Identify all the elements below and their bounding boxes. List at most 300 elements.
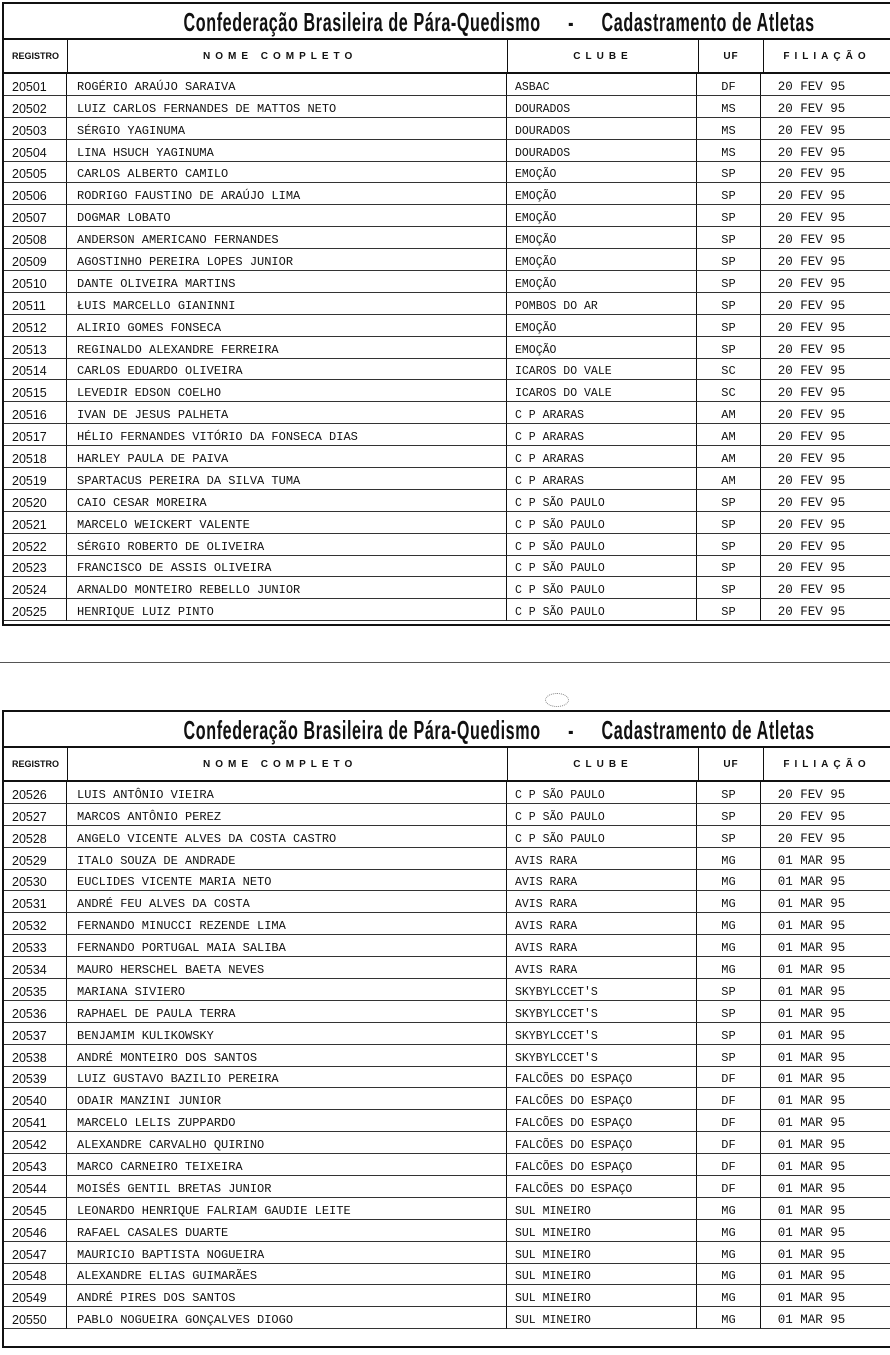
filiacao-cell: 20 FEV 95: [761, 804, 890, 826]
table-row: [4, 490, 890, 512]
filiacao-cell: 20 FEV 95: [761, 359, 890, 381]
registro-cell: 20537: [4, 1023, 67, 1045]
table-header: [4, 38, 890, 74]
uf-cell: DF: [697, 1110, 761, 1132]
nome-cell: LINA HSUCH YAGINUMA: [67, 140, 507, 162]
filiacao-cell: 20 FEV 95: [761, 118, 890, 140]
nome-cell: ALEXANDRE ELIAS GUIMARÃES: [67, 1264, 507, 1286]
table-row: [4, 205, 890, 227]
uf-cell: DF: [697, 1067, 761, 1089]
nome-cell: PABLO NOGUEIRA GONÇALVES DIOGO: [67, 1307, 507, 1329]
table-row: [4, 446, 890, 468]
registro-cell: 20513: [4, 337, 67, 359]
nome-cell: LUIS ANTÔNIO VIEIRA: [67, 782, 507, 804]
clube-cell: SUL MINEIRO: [507, 1307, 697, 1329]
registro-cell: 20526: [4, 782, 67, 804]
table-row: [4, 337, 890, 359]
filiacao-cell: 20 FEV 95: [761, 140, 890, 162]
filiacao-cell: 01 MAR 95: [761, 1067, 890, 1089]
header-nome: NOME COMPLETO: [68, 748, 508, 780]
nome-cell: ALEXANDRE CARVALHO QUIRINO: [67, 1132, 507, 1154]
sheet-title: [172, 4, 815, 38]
filiacao-cell: 01 MAR 95: [761, 913, 890, 935]
registro-cell: 20505: [4, 162, 67, 184]
nome-cell: LUIZ GUSTAVO BAZILIO PEREIRA: [67, 1067, 507, 1089]
nome-cell: MARCOS ANTÔNIO PEREZ: [67, 804, 507, 826]
filiacao-cell: 20 FEV 95: [761, 162, 890, 184]
filiacao-cell: 01 MAR 95: [761, 848, 890, 870]
clube-cell: C P ARARAS: [507, 424, 697, 446]
table-row: [4, 227, 890, 249]
nome-cell: SPARTACUS PEREIRA DA SILVA TUMA: [67, 468, 507, 490]
uf-cell: MG: [697, 1264, 761, 1286]
nome-cell: AGOSTINHO PEREIRA LOPES JUNIOR: [67, 249, 507, 271]
clube-cell: FALCÕES DO ESPAÇO: [507, 1154, 697, 1176]
clube-cell: FALCÕES DO ESPAÇO: [507, 1067, 697, 1089]
header-filiacao: FILIAÇÃO: [783, 758, 871, 770]
table-row: [4, 162, 890, 184]
clube-cell: SKYBYLCCET'S: [507, 1001, 697, 1023]
clube-cell: AVIS RARA: [507, 913, 697, 935]
filiacao-cell: 20 FEV 95: [761, 249, 890, 271]
uf-cell: SP: [697, 512, 761, 534]
filiacao-cell: 20 FEV 95: [761, 599, 890, 621]
uf-cell: SP: [697, 556, 761, 578]
registro-cell: 20520: [4, 490, 67, 512]
filiacao-cell: 20 FEV 95: [761, 293, 890, 315]
table-row: [4, 249, 890, 271]
table-row: [4, 891, 890, 913]
table-row: [4, 1285, 890, 1307]
registro-cell: 20535: [4, 979, 67, 1001]
registro-cell: 20506: [4, 183, 67, 205]
header-uf: UF: [699, 40, 764, 72]
filiacao-cell: 01 MAR 95: [761, 1198, 890, 1220]
registro-cell: 20548: [4, 1264, 67, 1286]
clube-cell: FALCÕES DO ESPAÇO: [507, 1088, 697, 1110]
filiacao-cell: 20 FEV 95: [761, 424, 890, 446]
registro-cell: 20523: [4, 556, 67, 578]
table-header: [4, 746, 890, 782]
clube-cell: POMBOS DO AR: [507, 293, 697, 315]
uf-cell: SP: [697, 490, 761, 512]
paper-blemish: [545, 693, 569, 707]
clube-cell: ASBAC: [507, 74, 697, 96]
nome-cell: CARLOS EDUARDO OLIVEIRA: [67, 359, 507, 381]
filiacao-cell: 01 MAR 95: [761, 957, 890, 979]
table-row: [4, 979, 890, 1001]
clube-cell: DOURADOS: [507, 140, 697, 162]
clube-cell: EMOÇÃO: [507, 162, 697, 184]
clube-cell: SUL MINEIRO: [507, 1285, 697, 1307]
filiacao-cell: 01 MAR 95: [761, 1045, 890, 1067]
nome-cell: LUIZ CARLOS FERNANDES DE MATTOS NETO: [67, 96, 507, 118]
clube-cell: EMOÇÃO: [507, 271, 697, 293]
uf-cell: MG: [697, 870, 761, 892]
header-clube: CLUBE: [508, 40, 699, 72]
registro-cell: 20510: [4, 271, 67, 293]
filiacao-cell: 20 FEV 95: [761, 468, 890, 490]
clube-cell: DOURADOS: [507, 96, 697, 118]
uf-cell: SP: [697, 1023, 761, 1045]
filiacao-cell: 20 FEV 95: [761, 446, 890, 468]
uf-cell: MG: [697, 1220, 761, 1242]
uf-cell: DF: [697, 1132, 761, 1154]
header-clube: CLUBE: [508, 748, 699, 780]
table-row: [4, 1198, 890, 1220]
table-row: [4, 402, 890, 424]
uf-cell: MS: [697, 118, 761, 140]
registro-cell: 20533: [4, 935, 67, 957]
clube-cell: C P ARARAS: [507, 446, 697, 468]
header-registro: REGISTRO: [4, 748, 68, 780]
uf-cell: DF: [697, 1176, 761, 1198]
table-row: [4, 534, 890, 556]
table-row: [4, 118, 890, 140]
uf-cell: SP: [697, 979, 761, 1001]
registro-cell: 20512: [4, 315, 67, 337]
filiacao-cell: 01 MAR 95: [761, 935, 890, 957]
clube-cell: AVIS RARA: [507, 848, 697, 870]
nome-cell: ALIRIO GOMES FONSECA: [67, 315, 507, 337]
nome-cell: ANDERSON AMERICANO FERNANDES: [67, 227, 507, 249]
clube-cell: AVIS RARA: [507, 870, 697, 892]
uf-cell: SP: [697, 205, 761, 227]
clube-cell: SUL MINEIRO: [507, 1242, 697, 1264]
registro-cell: 20521: [4, 512, 67, 534]
registro-cell: 20519: [4, 468, 67, 490]
uf-cell: SP: [697, 1001, 761, 1023]
filiacao-cell: 01 MAR 95: [761, 1176, 890, 1198]
title-subject: Cadastramento de Atletas: [601, 7, 815, 37]
clube-cell: FALCÕES DO ESPAÇO: [507, 1132, 697, 1154]
uf-cell: SP: [697, 534, 761, 556]
clube-cell: ICAROS DO VALE: [507, 359, 697, 381]
clube-cell: FALCÕES DO ESPAÇO: [507, 1110, 697, 1132]
nome-cell: MARIANA SIVIERO: [67, 979, 507, 1001]
uf-cell: AM: [697, 468, 761, 490]
nome-cell: ANDRÉ FEU ALVES DA COSTA: [67, 891, 507, 913]
table-row: [4, 848, 890, 870]
clube-cell: EMOÇÃO: [507, 183, 697, 205]
nome-cell: FERNANDO PORTUGAL MAIA SALIBA: [67, 935, 507, 957]
registro-cell: 20518: [4, 446, 67, 468]
table-row: [4, 468, 890, 490]
table-row: [4, 140, 890, 162]
registro-cell: 20544: [4, 1176, 67, 1198]
table-row: [4, 1023, 890, 1045]
registro-cell: 20532: [4, 913, 67, 935]
nome-cell: REGINALDO ALEXANDRE FERREIRA: [67, 337, 507, 359]
registro-cell: 20524: [4, 577, 67, 599]
filiacao-cell: 01 MAR 95: [761, 1154, 890, 1176]
clube-cell: SUL MINEIRO: [507, 1198, 697, 1220]
uf-cell: MG: [697, 913, 761, 935]
nome-cell: LEVEDIR EDSON COELHO: [67, 380, 507, 402]
nome-cell: MARCELO LELIS ZUPPARDO: [67, 1110, 507, 1132]
filiacao-cell: 20 FEV 95: [761, 205, 890, 227]
table-row: [4, 935, 890, 957]
filiacao-cell: 20 FEV 95: [761, 490, 890, 512]
uf-cell: SP: [697, 271, 761, 293]
registro-cell: 20509: [4, 249, 67, 271]
table-row: [4, 1132, 890, 1154]
table-row: [4, 183, 890, 205]
filiacao-cell: 20 FEV 95: [761, 183, 890, 205]
filiacao-cell: 20 FEV 95: [761, 227, 890, 249]
clube-cell: C P SÃO PAULO: [507, 556, 697, 578]
filiacao-cell: 20 FEV 95: [761, 380, 890, 402]
registro-cell: 20547: [4, 1242, 67, 1264]
registro-cell: 20522: [4, 534, 67, 556]
clube-cell: AVIS RARA: [507, 935, 697, 957]
registro-cell: 20534: [4, 957, 67, 979]
registro-cell: 20528: [4, 826, 67, 848]
nome-cell: HENRIQUE LUIZ PINTO: [67, 599, 507, 621]
table-row: [4, 96, 890, 118]
filiacao-cell: 01 MAR 95: [761, 1001, 890, 1023]
table-row: [4, 957, 890, 979]
uf-cell: SP: [697, 293, 761, 315]
registro-cell: 20536: [4, 1001, 67, 1023]
nome-cell: ODAIR MANZINI JUNIOR: [67, 1088, 507, 1110]
filiacao-cell: 20 FEV 95: [761, 534, 890, 556]
nome-cell: SÉRGIO YAGINUMA: [67, 118, 507, 140]
table-row: [4, 1220, 890, 1242]
table-row: [4, 556, 890, 578]
nome-cell: EUCLIDES VICENTE MARIA NETO: [67, 870, 507, 892]
uf-cell: MS: [697, 140, 761, 162]
filiacao-cell: 20 FEV 95: [761, 826, 890, 848]
filiacao-cell: 20 FEV 95: [761, 402, 890, 424]
registro-cell: 20525: [4, 599, 67, 621]
athlete-rows: [4, 782, 890, 1329]
uf-cell: SC: [697, 359, 761, 381]
nome-cell: CARLOS ALBERTO CAMILO: [67, 162, 507, 184]
filiacao-cell: 01 MAR 95: [761, 870, 890, 892]
filiacao-cell: 20 FEV 95: [761, 337, 890, 359]
filiacao-cell: 01 MAR 95: [761, 1307, 890, 1329]
filiacao-cell: 01 MAR 95: [761, 1132, 890, 1154]
clube-cell: C P ARARAS: [507, 402, 697, 424]
table-row: [4, 599, 890, 621]
nome-cell: LEONARDO HENRIQUE FALRIAM GAUDIE LEITE: [67, 1198, 507, 1220]
nome-cell: HARLEY PAULA DE PAIVA: [67, 446, 507, 468]
filiacao-cell: 20 FEV 95: [761, 556, 890, 578]
nome-cell: MAURICIO BAPTISTA NOGUEIRA: [67, 1242, 507, 1264]
table-row: [4, 271, 890, 293]
table-row: [4, 512, 890, 534]
header-registro: REGISTRO: [4, 40, 68, 72]
registro-cell: 20539: [4, 1067, 67, 1089]
nome-cell: ANDRÉ PIRES DOS SANTOS: [67, 1285, 507, 1307]
filiacao-cell: 01 MAR 95: [761, 1110, 890, 1132]
header-filiacao: FILIAÇÃO: [783, 50, 871, 62]
clube-cell: DOURADOS: [507, 118, 697, 140]
filiacao-cell: 01 MAR 95: [761, 1242, 890, 1264]
filiacao-cell: 01 MAR 95: [761, 1088, 890, 1110]
table-row: [4, 1110, 890, 1132]
uf-cell: AM: [697, 446, 761, 468]
clube-cell: SKYBYLCCET'S: [507, 1023, 697, 1045]
registro-cell: 20511: [4, 293, 67, 315]
uf-cell: MG: [697, 848, 761, 870]
registration-sheet-1: [2, 2, 890, 626]
uf-cell: MG: [697, 1198, 761, 1220]
uf-cell: SP: [697, 826, 761, 848]
athlete-rows: [4, 74, 890, 621]
clube-cell: EMOÇÃO: [507, 227, 697, 249]
uf-cell: MG: [697, 957, 761, 979]
uf-cell: MG: [697, 1242, 761, 1264]
registro-cell: 20504: [4, 140, 67, 162]
registro-cell: 20514: [4, 359, 67, 381]
nome-cell: ŁUIS MARCELLO GIANINNI: [67, 293, 507, 315]
filiacao-cell: 01 MAR 95: [761, 1285, 890, 1307]
nome-cell: MARCELO WEICKERT VALENTE: [67, 512, 507, 534]
clube-cell: SKYBYLCCET'S: [507, 1045, 697, 1067]
filiacao-cell: 01 MAR 95: [761, 979, 890, 1001]
filiacao-cell: 20 FEV 95: [761, 577, 890, 599]
table-row: [4, 870, 890, 892]
title-organization: Confederação Brasileira de Pára-Quedismo: [183, 715, 541, 745]
nome-cell: FRANCISCO DE ASSIS OLIVEIRA: [67, 556, 507, 578]
filiacao-cell: 01 MAR 95: [761, 891, 890, 913]
uf-cell: SP: [697, 249, 761, 271]
uf-cell: SP: [697, 804, 761, 826]
nome-cell: RODRIGO FAUSTINO DE ARAÚJO LIMA: [67, 183, 507, 205]
uf-cell: DF: [697, 1088, 761, 1110]
uf-cell: MG: [697, 1307, 761, 1329]
table-row: [4, 1067, 890, 1089]
nome-cell: MAURO HERSCHEL BAETA NEVES: [67, 957, 507, 979]
nome-cell: BENJAMIM KULIKOWSKY: [67, 1023, 507, 1045]
uf-cell: MG: [697, 935, 761, 957]
nome-cell: DANTE OLIVEIRA MARTINS: [67, 271, 507, 293]
nome-cell: SÉRGIO ROBERTO DE OLIVEIRA: [67, 534, 507, 556]
table-row: [4, 577, 890, 599]
nome-cell: ROGÉRIO ARAÚJO SARAIVA: [67, 74, 507, 96]
registro-cell: 20503: [4, 118, 67, 140]
filiacao-cell: 01 MAR 95: [761, 1023, 890, 1045]
clube-cell: C P SÃO PAULO: [507, 512, 697, 534]
title-separator: -: [568, 7, 575, 37]
registro-cell: 20516: [4, 402, 67, 424]
nome-cell: ITALO SOUZA DE ANDRADE: [67, 848, 507, 870]
filiacao-cell: 20 FEV 95: [761, 96, 890, 118]
clube-cell: SUL MINEIRO: [507, 1264, 697, 1286]
clube-cell: EMOÇÃO: [507, 249, 697, 271]
uf-cell: DF: [697, 74, 761, 96]
nome-cell: FERNANDO MINUCCI REZENDE LIMA: [67, 913, 507, 935]
table-row: [4, 1154, 890, 1176]
table-row: [4, 315, 890, 337]
nome-cell: RAPHAEL DE PAULA TERRA: [67, 1001, 507, 1023]
title-organization: Confederação Brasileira de Pára-Quedismo: [183, 7, 541, 37]
nome-cell: RAFAEL CASALES DUARTE: [67, 1220, 507, 1242]
table-row: [4, 782, 890, 804]
table-row: [4, 293, 890, 315]
table-row: [4, 1001, 890, 1023]
uf-cell: SP: [697, 227, 761, 249]
uf-cell: SP: [697, 315, 761, 337]
registro-cell: 20545: [4, 1198, 67, 1220]
clube-cell: SUL MINEIRO: [507, 1220, 697, 1242]
uf-cell: SP: [697, 337, 761, 359]
registro-cell: 20508: [4, 227, 67, 249]
clube-cell: C P SÃO PAULO: [507, 490, 697, 512]
nome-cell: DOGMAR LOBATO: [67, 205, 507, 227]
uf-cell: MG: [697, 891, 761, 913]
nome-cell: IVAN DE JESUS PALHETA: [67, 402, 507, 424]
registro-cell: 20502: [4, 96, 67, 118]
table-row: [4, 74, 890, 96]
page-divider: [0, 662, 890, 663]
clube-cell: EMOÇÃO: [507, 315, 697, 337]
uf-cell: MS: [697, 96, 761, 118]
table-row: [4, 359, 890, 381]
nome-cell: HÉLIO FERNANDES VITÓRIO DA FONSECA DIAS: [67, 424, 507, 446]
registro-cell: 20538: [4, 1045, 67, 1067]
title-separator: -: [568, 715, 575, 745]
clube-cell: EMOÇÃO: [507, 337, 697, 359]
registro-cell: 20527: [4, 804, 67, 826]
table-row: [4, 804, 890, 826]
table-row: [4, 1307, 890, 1329]
header-nome: NOME COMPLETO: [68, 40, 508, 72]
registro-cell: 20543: [4, 1154, 67, 1176]
uf-cell: SP: [697, 577, 761, 599]
registro-cell: 20530: [4, 870, 67, 892]
uf-cell: DF: [697, 1154, 761, 1176]
table-row: [4, 1088, 890, 1110]
clube-cell: AVIS RARA: [507, 957, 697, 979]
uf-cell: SP: [697, 1045, 761, 1067]
registro-cell: 20515: [4, 380, 67, 402]
nome-cell: MARCO CARNEIRO TEIXEIRA: [67, 1154, 507, 1176]
uf-cell: AM: [697, 402, 761, 424]
uf-cell: AM: [697, 424, 761, 446]
nome-cell: CAIO CESAR MOREIRA: [67, 490, 507, 512]
registro-cell: 20542: [4, 1132, 67, 1154]
registro-cell: 20549: [4, 1285, 67, 1307]
uf-cell: SP: [697, 599, 761, 621]
clube-cell: C P SÃO PAULO: [507, 826, 697, 848]
clube-cell: C P SÃO PAULO: [507, 782, 697, 804]
table-row: [4, 424, 890, 446]
header-uf: UF: [699, 748, 764, 780]
registro-cell: 20517: [4, 424, 67, 446]
table-row: [4, 1176, 890, 1198]
clube-cell: C P SÃO PAULO: [507, 804, 697, 826]
filiacao-cell: 01 MAR 95: [761, 1264, 890, 1286]
nome-cell: ARNALDO MONTEIRO REBELLO JUNIOR: [67, 577, 507, 599]
registro-cell: 20501: [4, 74, 67, 96]
table-row: [4, 1264, 890, 1286]
registro-cell: 20529: [4, 848, 67, 870]
table-row: [4, 913, 890, 935]
uf-cell: MG: [697, 1285, 761, 1307]
registro-cell: 20550: [4, 1307, 67, 1329]
filiacao-cell: 20 FEV 95: [761, 271, 890, 293]
clube-cell: C P SÃO PAULO: [507, 534, 697, 556]
clube-cell: ICAROS DO VALE: [507, 380, 697, 402]
clube-cell: C P SÃO PAULO: [507, 577, 697, 599]
table-row: [4, 1045, 890, 1067]
uf-cell: SP: [697, 183, 761, 205]
filiacao-cell: 20 FEV 95: [761, 782, 890, 804]
nome-cell: ANDRÉ MONTEIRO DOS SANTOS: [67, 1045, 507, 1067]
